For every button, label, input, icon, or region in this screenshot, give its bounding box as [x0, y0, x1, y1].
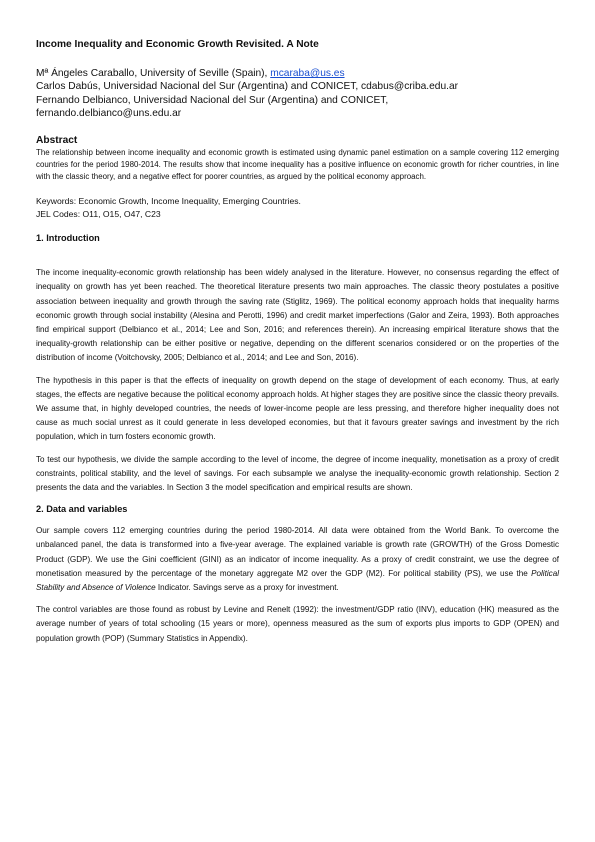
- paper-title: Income Inequality and Economic Growth Revisited. A Note: [36, 39, 319, 50]
- section-heading-introduction: 1. Introduction: [36, 233, 100, 244]
- author-line-2: Carlos Dabús, Universidad Nacional del Sur (Argentina) and CONICET, cdabus@criba.edu.ar: [36, 81, 458, 93]
- author-block: [36, 67, 559, 120]
- email-link-caraballo[interactable]: mcaraba@us.es: [270, 68, 345, 79]
- paper-page: [36, 38, 559, 654]
- author-line-4: fernando.delbianco@uns.edu.ar: [36, 107, 182, 119]
- abstract-text: The relationship between income inequality and economic growth is estimated using dynamic panel estimation on a sample covering 112 emerging countries for the period 1980-2014. The results show that income inequality has a positive influence on economic growth for richer countries, in line with the classic theory, and a negative effect for poorer countries, as argued by the political economy approach.: [36, 148, 559, 182]
- data-paragraph-1-part-a: Our sample covers 112 emerging countries during the period 1980-2014. All data were obtained from the World Bank. To overcome the unbalanced panel, the data is transformed into a five-year average. The explained variable is growth rate (GROWTH) of the Gross Domestic Product (GDP). We use the Gini coefficient (GINI) as an indicator of income inequality. As a proxy of credit constraint, we use the degree of monetisation measured by the percentage of the monetary aggregate M2 over the GDP (M2). For political stability (PS), we use the: [36, 526, 559, 578]
- intro-paragraph-3: To test our hypothesis, we divide the sample according to the level of income, the degree of income inequality, monetisation as a proxy of credit constraints, political stability, and the level of savings. For each subsample we analyse the inequality-economic growth relationship. Section 2 presents the data and the variables. In Section 3 the model specification and empirical results are shown.: [36, 454, 559, 493]
- keywords-block: [36, 195, 559, 220]
- data-paragraph-1: [36, 524, 559, 595]
- section-heading-data: 2. Data and variables: [36, 504, 128, 515]
- data-paragraph-2: The control variables are those found as robust by Levine and Renelt (1992): the investment/GDP ratio (INV), education (HK) measured as the average number of years of total schooling (15 years or more), openness measured as the sum of exports plus imports to GDP (OPEN) and population growth (POP) (Summary Statistics in Appendix).: [36, 605, 559, 643]
- data-paragraph-1-part-b: Indicator. Savings serve as a proxy for investment.: [155, 583, 339, 593]
- intro-paragraph-2: The hypothesis in this paper is that the effects of inequality on growth depend on the stage of development of each economy. Thus, at early stages, the effects are negative because the political economy approach holds. At higher stages they are positive since the classic theory prevails. We assume that, in highly developed countries, the needs of lower-income people are less pressing, and therefore higher inequality does not cause as much social unrest as it could generate in less developed economies, but that it favours greater savings and investment by the rich population, which in turn fosters economic growth.: [36, 375, 559, 442]
- intro-paragraph-1: The income inequality-economic growth relationship has been widely analysed in the literature. However, no consensus regarding the effect of inequality on growth has yet been reached. The theoretical literature presents two main approaches. The classic theory postulates a positive association between inequality and growth through the saving rate (Stiglitz, 1969). The political economy approach holds that inequality harms economic growth through social instability (Alesina and Perotti, 1996) and credit market imperfections (Galor and Zeira, 1993). Both approaches find empirical support (Delbianco et al., 2014; Lee and Son, 2016; and references therein). An increasing empirical literature shows that the inequality-growth relationship can be either positive or negative, depending on the different scenarios considered or on the properties of the distribution of income (Voitchovsky, 2005; Delbianco et al., 2014; and Lee and Son, 2016).: [36, 268, 559, 363]
- author-line-1: [36, 67, 559, 80]
- author-caraballo: Mª Ángeles Caraballo, University of Seville (Spain),: [36, 68, 271, 79]
- author-line-3: Fernando Delbianco, Universidad Nacional del Sur (Argentina) and CONICET,: [36, 94, 389, 106]
- keywords: Keywords: Economic Growth, Income Inequality, Emerging Countries.: [36, 196, 301, 207]
- jel-codes: JEL Codes: O11, O15, O47, C23: [36, 208, 161, 219]
- data-paragraph-1-italic: Political Stability and Absence of Violence: [36, 568, 559, 593]
- abstract-heading: Abstract: [36, 135, 78, 147]
